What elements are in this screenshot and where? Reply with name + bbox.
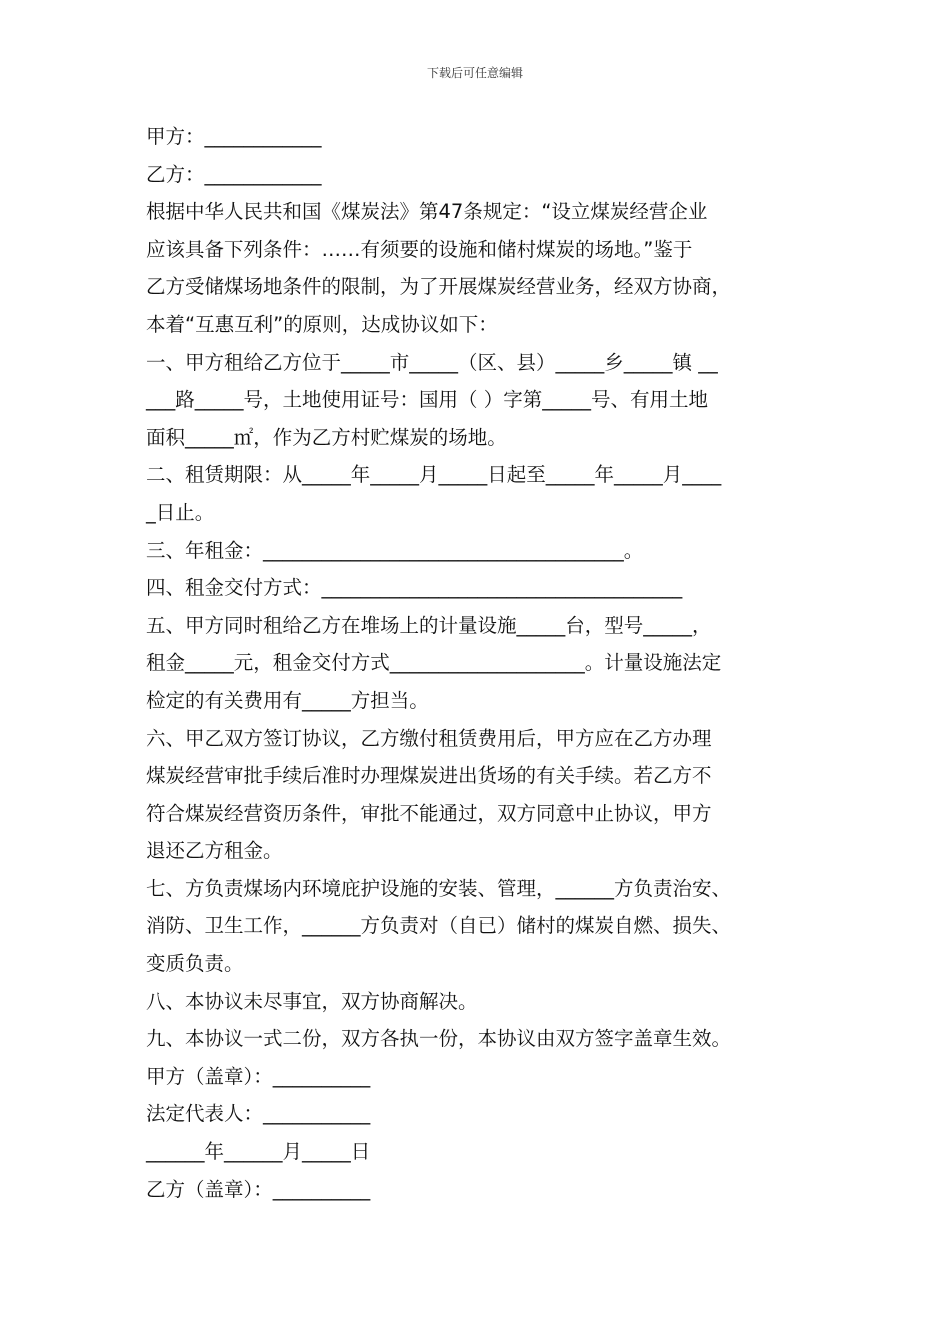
clause-4-line: 四、租金交付方式：_____________________________________	[146, 576, 683, 600]
clause-5-line-3: 检定的有关费用有_____方担当。	[146, 688, 429, 712]
preamble-line-1: 根据中华人民共和国《煤炭法》第47条规定：“设立煤炭经营企业	[146, 200, 708, 224]
clause-8-line: 八、本协议未尽事宜，双方协商解决。	[146, 989, 478, 1013]
clause-5-line-2: 租金_____元，租金交付方式____________________。计量设施法定	[146, 651, 722, 675]
clause-2-line-1: 二、租赁期限：从_____年_____月_____日起至_____年_____月____	[146, 463, 722, 487]
clause-1-line-3: 面积_____㎡，作为乙方村贮煤炭的场地。	[146, 425, 507, 449]
clause-7-line-3: 变质负责。	[146, 952, 244, 976]
party-b-seal-line: 乙方（盖章）：__________	[146, 1177, 371, 1201]
clause-2-line-2: _日止。	[146, 500, 215, 524]
party-b-line: 乙方：____________	[146, 162, 322, 186]
clause-7-line-1: 七、方负责煤场内环境庇护设施的安装、管理，______方负责治安、	[146, 876, 732, 900]
date-line: ______年______月_____日	[146, 1140, 371, 1164]
clause-1-line-2: ___路_____号，土地使用证号：国用（ ）字第_____号、有用土地	[146, 388, 708, 412]
preamble-line-2: 应该具备下列条件：……有须要的设施和储村煤炭的场地。”鉴于	[146, 237, 693, 261]
party-a-seal-line: 甲方（盖章）：__________	[146, 1064, 371, 1088]
clause-9-line: 九、本协议一式二份，双方各执一份，本协议由双方签字盖章生效。	[146, 1027, 732, 1051]
clause-6-line-3: 符合煤炭经营资历条件，审批不能通过，双方同意中止协议，甲方	[146, 801, 712, 825]
clause-6-line-4: 退还乙方租金。	[146, 839, 283, 863]
preamble-line-4: 本着“互惠互利”的原则，达成协议如下：	[146, 312, 498, 336]
clause-7-line-2: 消防、卫生工作，______方负责对（自已）储村的煤炭自燃、损失、	[146, 914, 732, 938]
clause-5-line-1: 五、甲方同时租给乙方在堆场上的计量设施_____台，型号_____，	[146, 613, 712, 637]
contract-body	[146, 118, 826, 1208]
clause-6-line-1: 六、甲乙双方签订协议，乙方缴付租赁费用后，甲方应在乙方办理	[146, 726, 712, 750]
clause-1-line-1: 一、甲方租给乙方位于_____市_____（区、县）_____乡_____镇 __	[146, 350, 718, 374]
clause-6-line-2: 煤炭经营审批手续后准时办理煤炭进出货场的有关手续。若乙方不	[146, 764, 712, 788]
legal-representative-line: 法定代表人：___________	[146, 1102, 371, 1126]
preamble-line-3: 乙方受储煤场地条件的限制，为了开展煤炭经营业务，经双方协商，	[146, 275, 732, 299]
clause-3-line: 三、年租金：_____________________________________。	[146, 538, 644, 562]
page-header-note: 下载后可任意编辑	[426, 66, 523, 80]
party-a-line: 甲方：____________	[146, 125, 322, 148]
